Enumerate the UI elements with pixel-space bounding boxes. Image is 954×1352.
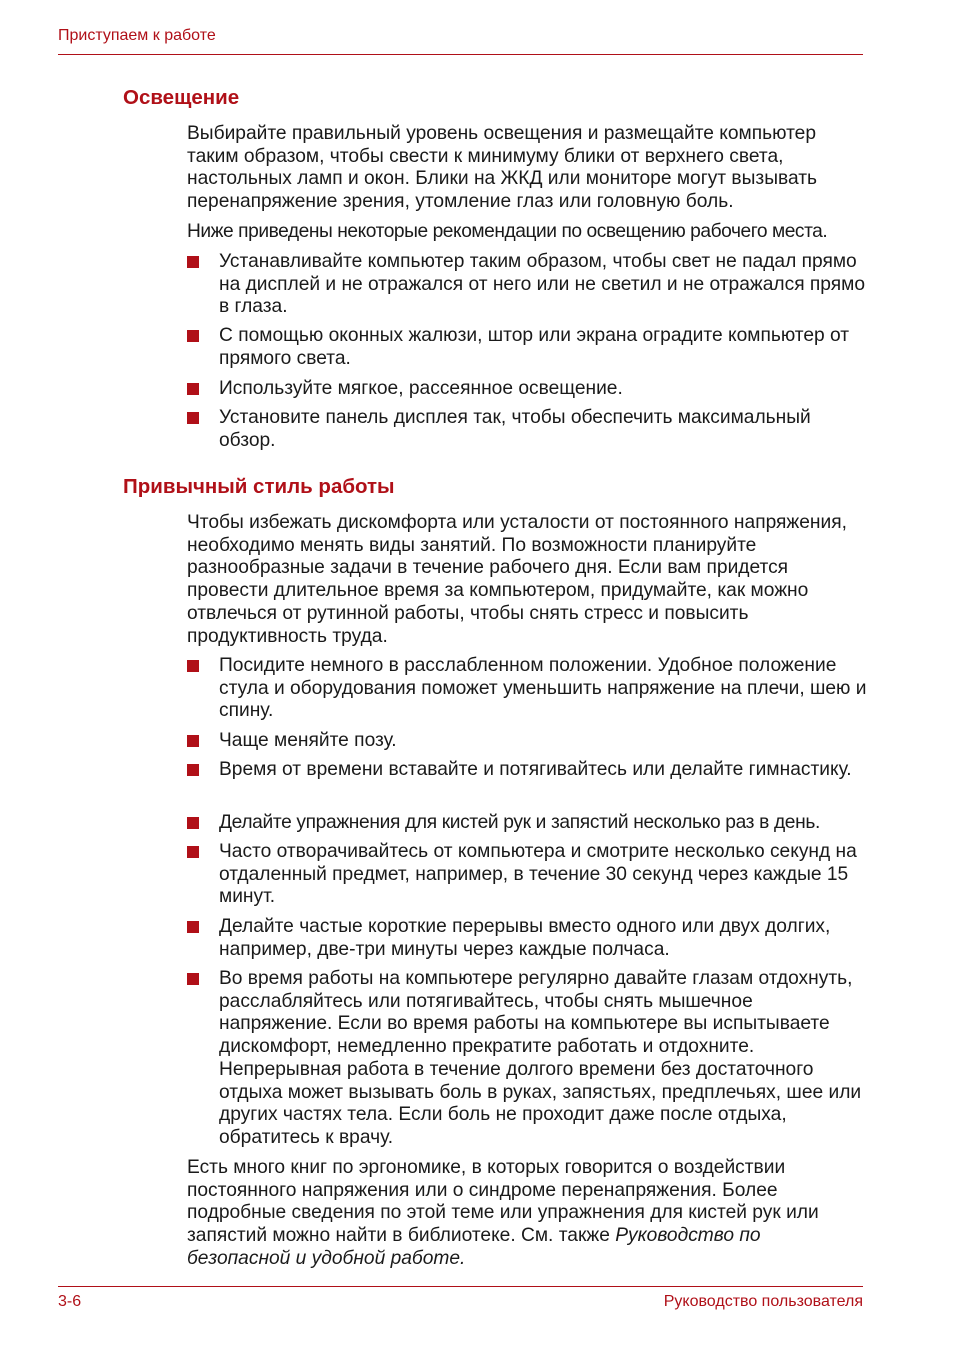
list-item-text: Часто отворачивайтесь от компьютера и смотрите несколько секунд на отдаленный предмет, например, в течение 30 секунд через каждые 15 минут. (219, 841, 857, 908)
bullet-square-icon (187, 330, 199, 342)
list-item-text: Устанавливайте компьютер таким образом, чтобы свет не падал прямо на дисплей и не отражался от него или не светил и не отражался прямо в глаза. (219, 251, 866, 318)
bullet-square-icon (187, 735, 199, 747)
running-header: Приступаем к работе (58, 27, 216, 44)
page-number: 3-6 (58, 1293, 82, 1310)
list-item-text: Посидите немного в расслабленном положении. Удобное положение стула и оборудования поможет уменьшить напряжение на плечи, шею и спину. (219, 655, 867, 722)
bullet-square-icon (187, 921, 199, 933)
lighting-intro-paragraph: Выбирайте правильный уровень освещения и размещайте компьютер таким образом, чтобы свести к минимуму блики от верхнего света, настольных ламп и окон. Блики на ЖКД или мониторе могут вызывать перенапряжение зрения, утомление глаз или головную боль. (187, 123, 817, 213)
list-item-text: Используйте мягкое, рассеянное освещение. (219, 378, 623, 399)
guide-reference: Руководство по безопасной и удобной работе. (187, 1225, 761, 1269)
work-style-intro-paragraph: Чтобы избежать дискомфорта или усталости от постоянного напряжения, необходимо менять виды занятий. По возможности планируйте разнообразные задачи в течение рабочего дня. Если вам придется провести длительное время за компьютером, придумайте, как можно отвлечься от рутинной работы, чтобы снять стресс и повысить продуктивность труда. (187, 512, 847, 647)
section-title-lighting: Освещение (123, 86, 240, 109)
list-item-text: Делайте частые короткие перерывы вместо одного или двух долгих, например, две-три минуты через каждые полчаса. (219, 916, 831, 960)
closing-text: Есть много книг по эргономике, в которых говорится о воздействии постоянного напряжения или о синдроме перенапряжения. Более подробные сведения по этой теме или упражнения для кистей рук или запястий можно найти в библиотеке. См. также (187, 1157, 819, 1247)
bullet-square-icon (187, 660, 199, 672)
lighting-recommendations-paragraph: Ниже приведены некоторые рекомендации по освещению рабочего места. (187, 221, 828, 242)
list-item-text: С помощью оконных жалюзи, штор или экрана оградите компьютер от прямого света. (219, 325, 850, 369)
header-divider (58, 54, 863, 55)
footer-divider (58, 1286, 863, 1287)
list-item-text: Установите панель дисплея так, чтобы обеспечить максимальный обзор. (219, 407, 811, 451)
section-title-work-style: Привычный стиль работы (123, 475, 395, 498)
list-item-text: Делайте упражнения для кистей рук и запястий несколько раз в день. (219, 812, 820, 833)
bullet-square-icon (187, 846, 199, 858)
closing-paragraph (187, 1157, 867, 1271)
list-item-text: Чаще меняйте позу. (219, 730, 397, 751)
bullet-square-icon (187, 412, 199, 424)
manual-title: Руководство пользователя (663, 1293, 863, 1310)
bullet-square-icon (187, 256, 199, 268)
bullet-square-icon (187, 764, 199, 776)
list-item-text: Время от времени вставайте и потягивайтесь или делайте гимнастику. (219, 759, 852, 780)
bullet-square-icon (187, 973, 199, 985)
bullet-square-icon (187, 383, 199, 395)
list-item-text: Во время работы на компьютере регулярно давайте глазам отдохнуть, расслабляйтесь или потягивайтесь, чтобы снять мышечное напряжение. Если во время работы на компьютере вы испытываете дискомфорт, немедленно прекратите работать и отдохните. Непрерывная работа в течение долгого времени без достаточного отдыха может вызывать боль в руках, запястьях, предплечьях, шее или других частях тела. Если боль не проходит даже после отдыха, обратитесь к врачу. (219, 968, 862, 1148)
bullet-square-icon (187, 817, 199, 829)
